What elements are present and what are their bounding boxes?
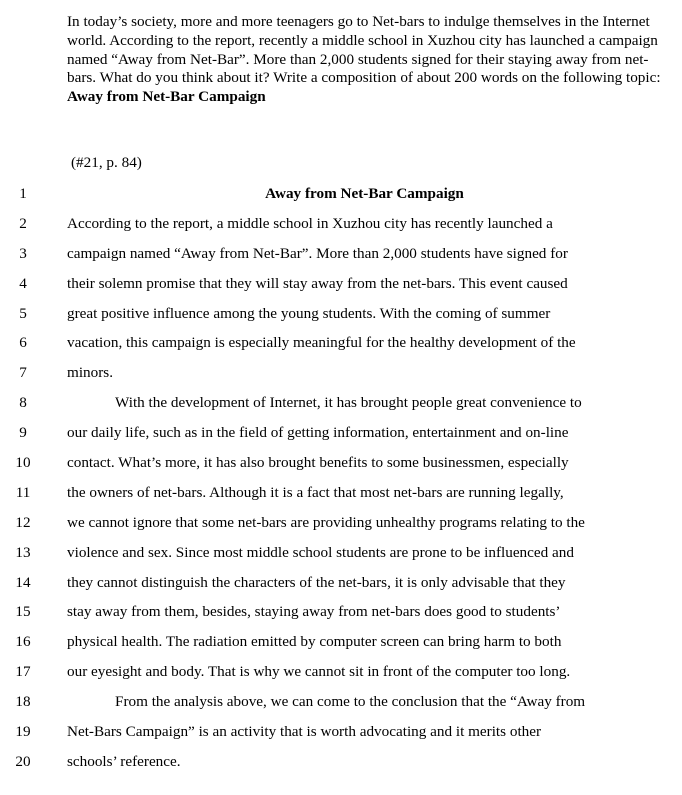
essay-title: Away from Net-Bar Campaign [265,185,464,202]
line-number: 12 [15,513,31,531]
essay-line [0,538,682,568]
essay-line [0,627,682,657]
line-number: 3 [19,244,27,262]
line-text: campaign named “Away from Net-Bar”. More than 2,000 students have signed for [67,244,568,262]
line-number: 11 [15,483,31,501]
prompt-text: In today’s society, more and more teenagers go to Net-bars to indulge themselves in the Internet world. According to the report, recently a middle school in Xuzhou city has launched a campaign named “Away from Net-Bar”. More than 2,000 students signed for their staying away from net-bars. What do you think about it? Write a composition of about 200 words on the following topic: [67,13,661,87]
line-text: we cannot ignore that some net-bars are providing unhealthy programs relating to the [67,513,585,531]
line-number: 2 [19,214,27,232]
line-text: great positive influence among the young students. With the coming of summer [67,304,551,322]
line-text: the owners of net-bars. Although it is a fact that most net-bars are running legally, [67,483,564,501]
line-text: violence and sex. Since most middle school students are prone to be influenced and [67,543,574,561]
essay-line [0,508,682,538]
essay-line [0,568,682,598]
line-text: physical health. The radiation emitted by computer screen can bring harm to both [67,633,562,651]
essay-line [0,448,682,478]
line-number: 1 [19,185,27,202]
line-number: 14 [15,573,31,591]
line-number: 9 [19,424,27,442]
line-text: minors. [67,364,113,382]
line-text: According to the report, a middle school in Xuzhou city has recently launched a [67,214,553,232]
line-text: stay away from them, besides, staying away from net-bars does good to students’ [67,603,561,621]
line-text: they cannot distinguish the characters of the net-bars, it is only advisable that they [67,573,566,591]
line-number: 20 [15,752,31,770]
prompt-paragraph [67,13,667,107]
line-text: vacation, this campaign is especially meaningful for the healthy development of the [67,334,576,352]
line-number: 18 [15,693,31,711]
line-number: 19 [15,723,31,741]
essay-line [0,209,682,239]
line-text: From the analysis above, we can come to the conclusion that the “Away from [115,693,586,711]
line-text: their solemn promise that they will stay away from the net-bars. This event caused [67,274,568,292]
line-number: 17 [15,663,31,681]
essay-line [0,478,682,508]
essay-line [0,657,682,687]
line-text: Net-Bars Campaign” is an activity that is worth advocating and it merits other [67,723,542,741]
essay-line [0,687,682,717]
line-number: 5 [19,304,27,322]
essay-line [0,717,682,747]
line-text: contact. What’s more, it has also brought benefits to some businessmen, especially [67,454,569,472]
line-number: 7 [19,364,27,382]
line-number: 16 [15,633,31,651]
line-text: schools’ reference. [67,752,181,770]
essay-line [0,747,682,777]
prompt-topic: Away from Net-Bar Campaign [67,88,266,106]
line-number: 15 [15,603,31,621]
essay-body [0,179,682,777]
essay-line [0,269,682,299]
essay-line [0,358,682,388]
line-number: 13 [15,543,31,561]
line-text: our daily life, such as in the field of getting information, entertainment and on-line [67,424,569,442]
line-number: 6 [19,334,27,352]
essay-line [0,597,682,627]
line-number: 8 [19,394,27,412]
essay-line [0,418,682,448]
page-reference: (#21, p. 84) [71,154,142,171]
essay-line [0,328,682,358]
essay-line [0,239,682,269]
line-text: our eyesight and body. That is why we cannot sit in front of the computer too long. [67,663,571,681]
line-number: 4 [19,274,27,292]
essay-line [0,299,682,329]
essay-line [0,179,682,209]
line-text: With the development of Internet, it has brought people great convenience to [115,394,582,412]
essay-line [0,388,682,418]
line-number: 10 [15,454,31,472]
